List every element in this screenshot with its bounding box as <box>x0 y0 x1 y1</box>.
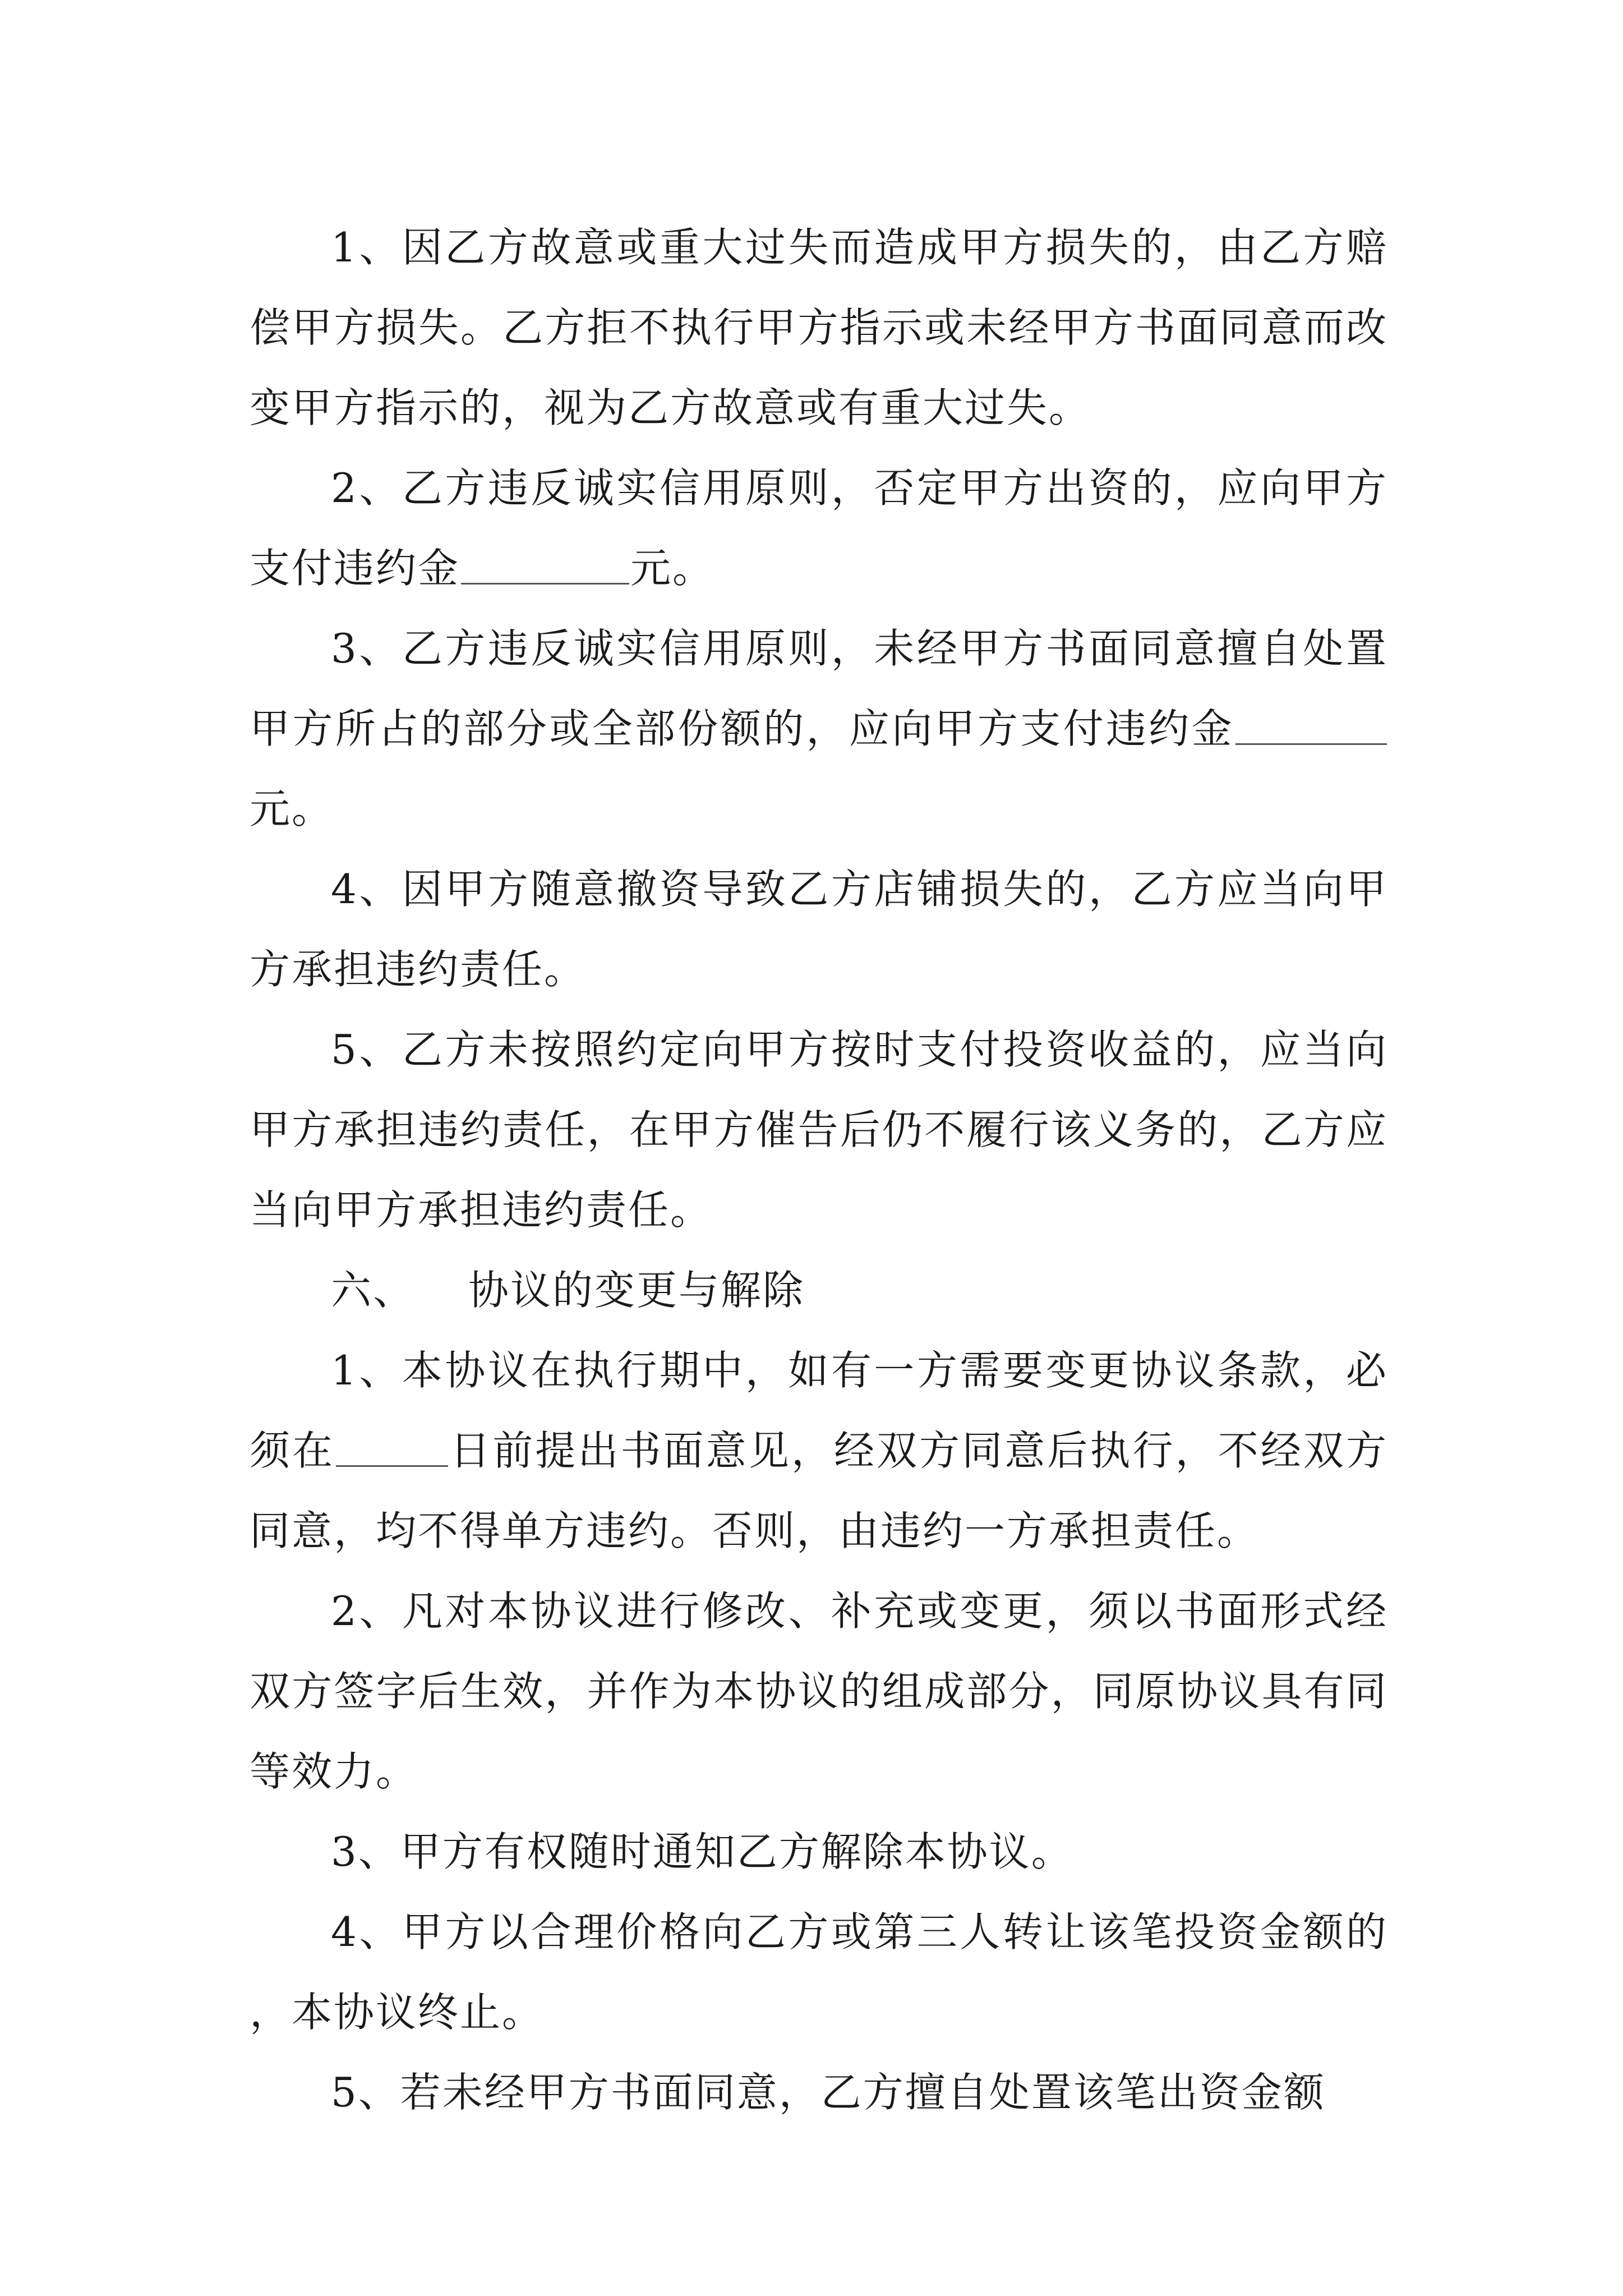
days-blank <box>336 1425 448 1467</box>
amount-blank <box>461 542 629 585</box>
paragraph-text: 元。 <box>250 785 334 832</box>
paragraph-text: 1、本协议在执行期中，如有一方需要变更协议条款，必须在 <box>250 1347 1388 1474</box>
section-heading <box>250 1250 1388 1331</box>
paragraph-change-5: 5、若未经甲方书面同意，乙方擅自处置该笔出资金额 <box>331 2069 1326 2116</box>
section-title: 协议的变更与解除 <box>468 1267 805 1314</box>
paragraph-text: 元。 <box>630 545 715 592</box>
paragraph-text: 日前提出书面意见，经双方同意后执行，不经双方同意，均不得单方违约。否则，由违约一方承担责任。 <box>250 1427 1388 1554</box>
amount-blank <box>1235 703 1387 745</box>
paragraph-liability-2 <box>250 448 1388 609</box>
paragraph-liability-1: 1、因乙方故意或重大过失而造成甲方损失的，由乙方赔偿甲方损失。乙方拒不执行甲方指示或未经甲方书面同意而改变甲方指示的，视为乙方故意或有重大过失。 <box>250 224 1388 431</box>
paragraph-liability-4: 4、因甲方随意撤资导致乙方店铺损失的，乙方应当向甲方承担违约责任。 <box>250 866 1388 993</box>
paragraph-liability-3 <box>250 609 1388 849</box>
paragraph-liability-5: 5、乙方未按照约定向甲方按时支付投资收益的，应当向甲方承担违约责任，在甲方催告后仍不履行该义务的，乙方应当向甲方承担违约责任。 <box>250 1026 1388 1234</box>
section-number: 六、 <box>331 1267 416 1314</box>
paragraph-change-3: 3、甲方有权随时通知乙方解除本协议。 <box>331 1828 1073 1875</box>
paragraph-change-2: 2、凡对本协议进行修改、补充或变更，须以书面形式经双方签字后生效，并作为本协议的组成部分，同原协议具有同等效力。 <box>250 1588 1388 1795</box>
paragraph-change-1 <box>250 1331 1388 1571</box>
paragraph-change-4: 4、甲方以合理价格向乙方或第三人转让该笔投资金额的，本协议终止。 <box>250 1908 1388 2036</box>
document-body <box>250 208 1388 2133</box>
paragraph-text: 2、乙方违反诚实信用原则，否定甲方出资的，应向甲方支付违约金 <box>250 464 1388 592</box>
paragraph-text: 3、乙方违反诚实信用原则，未经甲方书面同意擅自处置甲方所占的部分或全部份额的，应向甲方支付违约金 <box>250 625 1388 752</box>
